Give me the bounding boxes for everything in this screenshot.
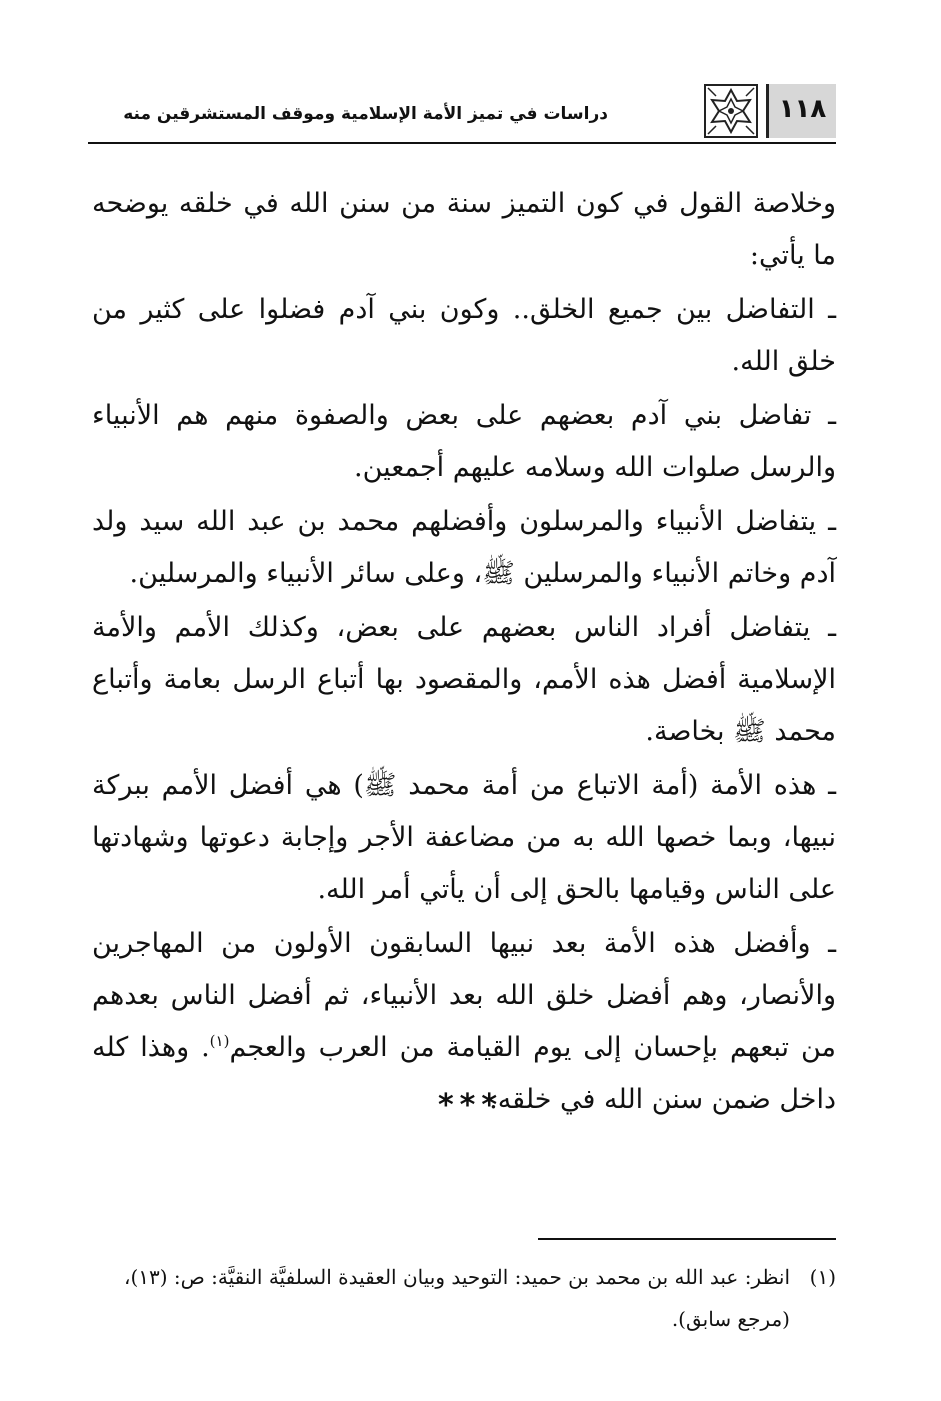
header-rule — [88, 142, 836, 144]
list-item: ـ تفاضل بني آدم بعضهم على بعض والصفوة منهم هم الأنبياء والرسل صلوات الله وسلامه عليهم أجمعين. — [92, 400, 836, 483]
section-separator: *** — [437, 1088, 504, 1123]
list-item: ـ هذه الأمة (أمة الاتباع من أمة محمد ﷺ) هي أفضل الأمم ببركة نبيها، وبما خصها الله به من مضاعفة الأجر وإجابة دعوتها وشهادتها على الناس وقيامها بالحق إلى أن يأتي أمر الله. — [92, 770, 836, 905]
footnote — [92, 1256, 836, 1340]
list-item: ـ يتفاضل أفراد الناس بعضهم على بعض، وكذلك الأمم والأمة الإسلامية أفضل هذه الأمم، والمقصود بها أتباع الرسل بعامة وأتباع محمد ﷺ بخاصة. — [92, 612, 836, 747]
running-title: دراسات في تميز الأمة الإسلامية وموقف المستشرقين منه — [123, 104, 608, 124]
page-number-box — [766, 84, 836, 138]
last-item-text-end: . وهذا كله داخل ضمن سنن الله في خلقه. — [92, 1032, 836, 1115]
footnote-line — [92, 1256, 836, 1298]
footnote-continuation: (مرجع سابق). — [671, 1307, 790, 1331]
page-number: ١١٨ — [778, 94, 827, 124]
list-item: ـ يتفاضل الأنبياء والمرسلون وأفضلهم محمد بن عبد الله سيد ولد آدم وخاتم الأنبياء والمرسلين ﷺ، وعلى سائر الأنبياء والمرسلين. — [92, 506, 836, 589]
list-item: ـ التفاضل بين جميع الخلق.. وكون بني آدم فضلوا على كثير من خلق الله. — [92, 294, 836, 377]
footnote-rule — [538, 1238, 836, 1240]
footnote-text: انظر: عبد الله بن محمد بن حميد: التوحيد وبيان العقيدة السلفيَّة النقيَّة: ص: (١٣)، — [123, 1265, 790, 1289]
main-text — [92, 178, 836, 1126]
geometric-star-ornament-icon — [704, 84, 758, 138]
intro-paragraph: وخلاصة القول في كون التميز سنة من سنن الله في خلقه يوضحه ما يأتي: — [92, 188, 836, 271]
last-item-text: ـ وأفضل هذه الأمة بعد نبيها السابقون الأولون من المهاجرين والأنصار، وهم أفضل خلق الله بعد الأنبياء، ثم أفضل الناس بعدهم من تبعهم بإحسان إلى يوم القيامة من العرب والعجم — [92, 928, 836, 1063]
page-header — [88, 82, 836, 144]
footnote-number: (١) — [809, 1265, 836, 1289]
footnote-reference[interactable]: (١) — [209, 1032, 230, 1050]
